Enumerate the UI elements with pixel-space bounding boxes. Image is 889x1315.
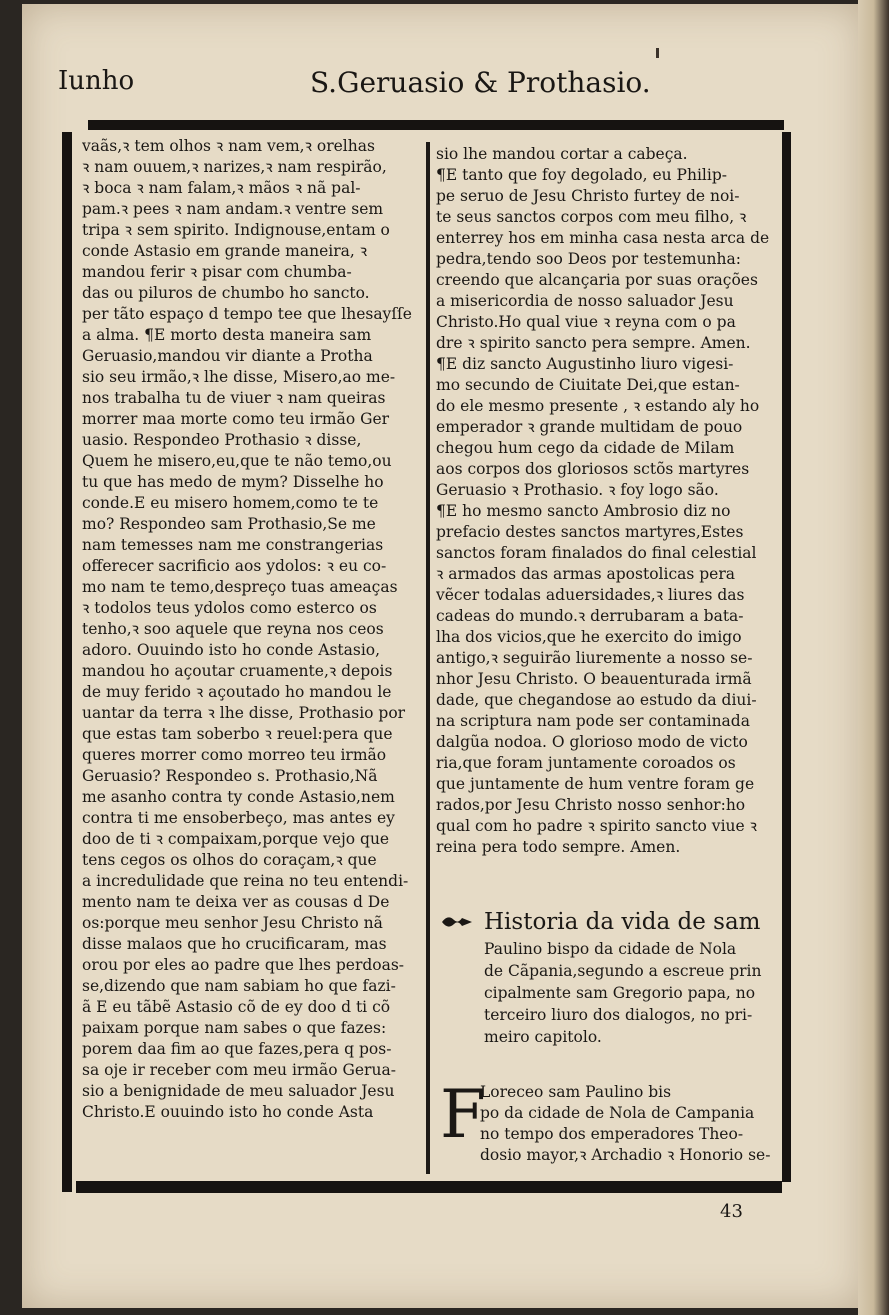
- text-line: dosio mayor,ꝛ Archadio ꝛ Honorio se-: [480, 1146, 771, 1164]
- text-line: offerecer sacrificio aos ydolos: ꝛ eu co-: [82, 557, 387, 575]
- text-line: a misericordia de nosso saluador Jesu: [436, 292, 734, 310]
- text-line: pedra,tendo soo Deos por testemunha:: [436, 250, 741, 268]
- text-line: mandou ferir ꝛ pisar com chumba-: [82, 263, 352, 281]
- subtitle-line: cipalmente sam Gregorio papa, no: [484, 984, 756, 1002]
- section-heading: [436, 908, 776, 1048]
- text-line: me asanho contra ty conde Astasio,nem: [82, 788, 395, 806]
- text-line: nos trabalha tu de viuer ꝛ nam queiras: [82, 389, 386, 407]
- text-line: sanctos foram finalados do final celestial: [436, 544, 757, 562]
- text-line: te seus sanctos corpos com meu filho, ꝛ: [436, 208, 747, 226]
- top-rule: [88, 120, 784, 130]
- text-line: qual com ho padre ꝛ spirito sancto viue ꝛ: [436, 817, 757, 835]
- text-line: se,dizendo que nam sabiam ho que fazi-: [82, 977, 396, 995]
- text-line: dalgũa nodoa. O glorioso modo de victo: [436, 733, 748, 751]
- text-line: tenho,ꝛ soo aquele que reyna nos ceos: [82, 620, 384, 638]
- running-head-title: S.Geruasio & Prothasio.: [310, 66, 651, 99]
- running-head-month: Iunho: [58, 66, 135, 96]
- text-line: per tãto espaço d tempo tee que lhesayſſe: [82, 305, 412, 323]
- text-line: porem daa fim ao que fazes,pera q pos-: [82, 1040, 392, 1058]
- text-line: a incredulidade que reina no teu entendi-: [82, 872, 409, 890]
- text-line: dre ꝛ spirito sancto pera sempre. Amen.: [436, 334, 751, 352]
- text-line: Quem he misero,eu,que te não temo,ou: [82, 452, 392, 470]
- text-line: cadeas do mundo.ꝛ derrubaram a bata-: [436, 607, 744, 625]
- text-line: mento nam te deixa ver as cousas d De: [82, 893, 390, 911]
- text-line: vaãs,ꝛ tem olhos ꝛ nam vem,ꝛ orelhas: [82, 137, 375, 155]
- text-line: aos corpos dos gloriosos sctõs martyres: [436, 460, 750, 478]
- text-line: creendo que alcançaria por suas orações: [436, 271, 758, 289]
- text-line: sio seu irmão,ꝛ lhe disse, Misero,ao me-: [82, 368, 396, 386]
- text-line: Christo.Ho qual viue ꝛ reyna com o pa: [436, 313, 736, 331]
- text-line: orou por eles ao padre que lhes perdoas-: [82, 956, 405, 974]
- text-line: tens cegos os olhos do coraçam,ꝛ que: [82, 851, 377, 869]
- text-line: contra ti me ensoberbeço, mas antes ey: [82, 809, 395, 827]
- text-line: paixam porque nam sabes o que fazes:: [82, 1019, 387, 1037]
- column-divider: [426, 142, 430, 1174]
- left-border-rule: [62, 132, 72, 1192]
- text-line: no tempo dos emperadores Theo-: [480, 1125, 744, 1143]
- text-line: reina pera todo sempre. Amen.: [436, 838, 681, 856]
- section-heading-subtitle: [436, 938, 776, 1048]
- text-line: que estas tam soberbo ꝛ reuel:pera que: [82, 725, 393, 743]
- bottom-rule: [76, 1181, 782, 1193]
- text-line: adoro. Ouuindo isto ho conde Astasio,: [82, 641, 381, 659]
- text-line: ꝛ boca ꝛ nam falam,ꝛ mãos ꝛ nã pal-: [82, 179, 361, 197]
- text-line: ꝛ todolos teus ydolos como esterco os: [82, 599, 377, 617]
- section-heading-title: Historia da vida de sam: [484, 909, 761, 935]
- ink-mark: [656, 48, 659, 58]
- text-line: conde.E eu misero homem,como te te: [82, 494, 379, 512]
- subtitle-line: de Cãpania,segundo a escreue prin: [484, 962, 762, 980]
- text-line: prefacio destes sanctos martyres,Estes: [436, 523, 744, 541]
- text-line: ã E eu tãbẽ Astasio cõ de ey doo d ti cõ: [82, 998, 391, 1016]
- right-text-column: [436, 144, 774, 858]
- text-line: ¶E diz sancto Augustinho liuro vigesi-: [436, 355, 734, 373]
- text-line: sa oje ir receber com meu irmão Gerua-: [82, 1061, 396, 1079]
- book-page: [22, 4, 862, 1308]
- text-line: ¶E tanto que foy degolado, eu Philip-: [436, 166, 727, 184]
- opening-paragraph: [436, 1076, 776, 1166]
- text-line: doo de ti ꝛ compaixam,porque vejo que: [82, 830, 390, 848]
- opening-paragraph-lines: [436, 1076, 776, 1166]
- text-line: sio a benignidade de meu saluador Jesu: [82, 1082, 395, 1100]
- text-line: enterrey hos em minha casa nesta arca de: [436, 229, 770, 247]
- text-line: queres morrer como morreo teu irmão: [82, 746, 387, 764]
- text-line: Geruasio ꝛ Prothasio. ꝛ foy logo são.: [436, 481, 719, 499]
- facing-page-edge: [858, 0, 889, 1315]
- text-line: ria,que foram juntamente coroados os: [436, 754, 736, 772]
- left-text-column: [82, 136, 418, 1123]
- text-line: emperador ꝛ grande multidam de pouo: [436, 418, 743, 436]
- text-line: nhor Jesu Christo. O beauenturada irmã: [436, 670, 752, 688]
- text-line: sio lhe mandou cortar a cabeça.: [436, 145, 688, 163]
- text-line: disse malaos que ho crucificaram, mas: [82, 935, 387, 953]
- text-line: antigo,ꝛ seguirão liuremente a nosso se-: [436, 649, 753, 667]
- text-line: Loreceo sam Paulino bis: [480, 1083, 672, 1101]
- text-line: de muy ferido ꝛ açoutado ho mandou le: [82, 683, 392, 701]
- text-line: rados,por Jesu Christo nosso senhor:ho: [436, 796, 746, 814]
- text-line: nam temesses nam me constrangerias: [82, 536, 384, 554]
- text-line: na scriptura nam pode ser contaminada: [436, 712, 750, 730]
- subtitle-line: Paulino bispo da cidade de Nola: [484, 940, 737, 958]
- fleuron-icon: [440, 912, 474, 932]
- text-line: das ou piluros de chumbo ho sancto.: [82, 284, 370, 302]
- text-line: a alma. ¶E morto desta maneira sam: [82, 326, 372, 344]
- text-line: os:porque meu senhor Jesu Christo nã: [82, 914, 383, 932]
- text-line: uasio. Respondeo Prothasio ꝛ disse,: [82, 431, 362, 449]
- drop-cap: F: [440, 1076, 486, 1153]
- text-line: ¶E ho mesmo sancto Ambrosio diz no: [436, 502, 731, 520]
- text-line: tu que has medo de mym? Disselhe ho: [82, 473, 384, 491]
- text-line: mo nam te temo,despreço tuas ameaças: [82, 578, 398, 596]
- text-line: pe seruo de Jesu Christo furtey de noi-: [436, 187, 740, 205]
- text-line: conde Astasio em grande maneira, ꝛ: [82, 242, 368, 260]
- text-line: mo secundo de Ciuitate Dei,que estan-: [436, 376, 740, 394]
- running-head: [22, 66, 862, 116]
- subtitle-line: meiro capitolo.: [484, 1028, 602, 1046]
- text-line: pam.ꝛ pees ꝛ nam andam.ꝛ ventre sem: [82, 200, 384, 218]
- text-line: dade, que chegandose ao estudo da diui-: [436, 691, 757, 709]
- right-border-rule: [782, 132, 791, 1182]
- text-line: morrer maa morte como teu irmão Ger: [82, 410, 390, 428]
- text-line: que juntamente de hum ventre foram ge: [436, 775, 755, 793]
- text-line: chegou hum cego da cidade de Milam: [436, 439, 735, 457]
- text-line: ꝛ nam ouuem,ꝛ narizes,ꝛ nam respirão,: [82, 158, 387, 176]
- text-line: Christo.E ouuindo isto ho conde Asta: [82, 1103, 374, 1121]
- text-line: lha dos vicios,que he exercito do imigo: [436, 628, 742, 646]
- text-line: do ele mesmo presente , ꝛ estando aly ho: [436, 397, 760, 415]
- text-line: Geruasio? Respondeo s. Prothasio,Nã: [82, 767, 378, 785]
- text-line: po da cidade de Nola de Campania: [480, 1104, 755, 1122]
- text-line: vẽcer todalas aduersidades,ꝛ liures das: [436, 586, 745, 604]
- text-line: Geruasio,mandou vir diante a Protha: [82, 347, 373, 365]
- subtitle-line: terceiro liuro dos dialogos, no pri-: [484, 1006, 753, 1024]
- text-line: mandou ho açoutar cruamente,ꝛ depois: [82, 662, 393, 680]
- text-line: ꝛ armados das armas apostolicas pera: [436, 565, 735, 583]
- text-line: tripa ꝛ sem spirito. Indignouse,entam o: [82, 221, 390, 239]
- folio-number: 43: [720, 1201, 743, 1222]
- text-line: mo? Respondeo sam Prothasio,Se me: [82, 515, 376, 533]
- text-line: uantar da terra ꝛ lhe disse, Prothasio por: [82, 704, 406, 722]
